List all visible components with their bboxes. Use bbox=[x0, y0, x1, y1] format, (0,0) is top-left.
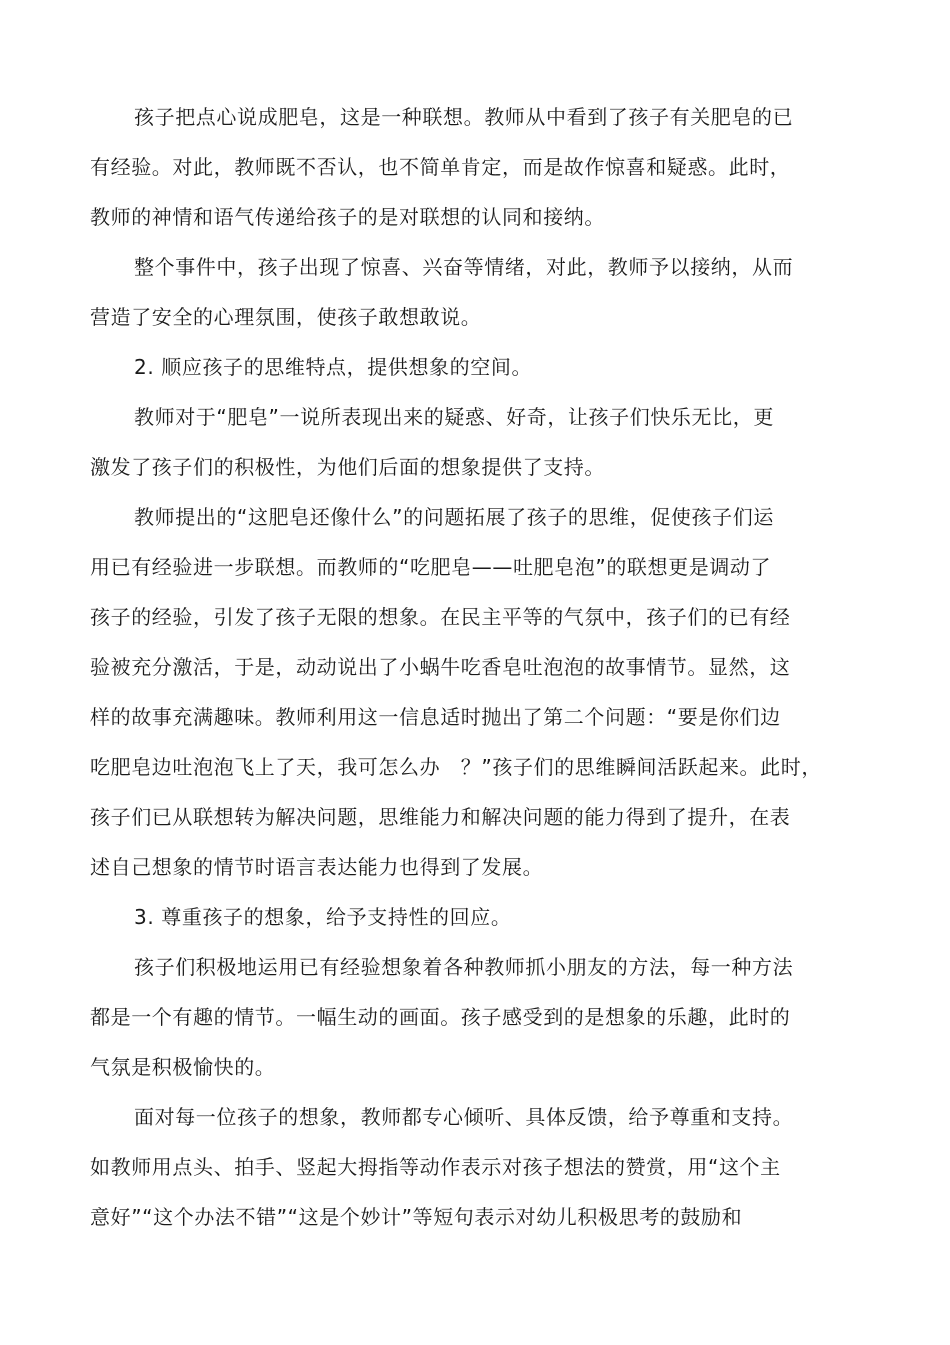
text-line: 有经验。对此，教师既不否认，也不简单肯定，而是故作惊喜和疑惑。此时， bbox=[90, 155, 791, 179]
text-line: 都是一个有趣的情节。一幅生动的画面。孩子感受到的是想象的乐趣，此时的 bbox=[90, 1005, 791, 1029]
text-line: 孩子们积极地运用已有经验想象着各种教师抓小朋友的方法，每一种方法 bbox=[134, 955, 794, 979]
text-line: 吃肥皂边吐泡泡飞上了天，我可怎么办 ？”孩子们的思维瞬间活跃起来。此时， bbox=[90, 755, 822, 779]
text-line: 营造了安全的心理氛围，使孩子敢想敢说。 bbox=[90, 305, 482, 329]
text-line: 教师对于“肥皂”一说所表现出来的疑惑、好奇，让孩子们快乐无比，更 bbox=[134, 405, 774, 429]
section-heading: 3. 尊重孩子的想象，给予支持性的回应。 bbox=[134, 905, 512, 929]
text-line: 气氛是积极愉快的。 bbox=[90, 1055, 276, 1079]
text-line: 验被充分激活，于是，动动说出了小蜗牛吃香皂吐泡泡的故事情节。显然，这 bbox=[90, 655, 791, 679]
text-line: 孩子们已从联想转为解决问题，思维能力和解决问题的能力得到了提升，在表 bbox=[90, 805, 791, 829]
text-line: 意好”“这个办法不错”“这是个妙计”等短句表示对幼儿积极思考的鼓励和 bbox=[90, 1205, 743, 1229]
text-line: 孩子的经验，引发了孩子无限的想象。在民主平等的气氛中，孩子们的已有经 bbox=[90, 605, 791, 629]
text-line: 教师提出的“这肥皂还像什么”的问题拓展了孩子的思维，促使孩子们运 bbox=[134, 505, 774, 529]
section-heading: 2. 顺应孩子的思维特点，提供想象的空间。 bbox=[134, 355, 533, 379]
text-line: 述自己想象的情节时语言表达能力也得到了发展。 bbox=[90, 855, 544, 879]
text-line: 面对每一位孩子的想象，教师都专心倾听、具体反馈，给予尊重和支持。 bbox=[134, 1105, 794, 1129]
text-line: 如教师用点头、拍手、竖起大拇指等动作表示对孩子想法的赞赏，用“这个主 bbox=[90, 1155, 781, 1179]
text-line: 样的故事充满趣味。教师利用这一信息适时抛出了第二个问题：“要是你们边 bbox=[90, 705, 781, 729]
text-line: 用已有经验进一步联想。而教师的“吃肥皂——吐肥皂泡”的联想更是调动了 bbox=[90, 555, 772, 579]
text-line: 教师的神情和语气传递给孩子的是对联想的认同和接纳。 bbox=[90, 205, 605, 229]
text-line: 激发了孩子们的积极性，为他们后面的想象提供了支持。 bbox=[90, 455, 605, 479]
text-line: 孩子把点心说成肥皂，这是一种联想。教师从中看到了孩子有关肥皂的已 bbox=[134, 105, 794, 129]
text-line: 整个事件中，孩子出现了惊喜、兴奋等情绪，对此，教师予以接纳，从而 bbox=[134, 255, 794, 279]
